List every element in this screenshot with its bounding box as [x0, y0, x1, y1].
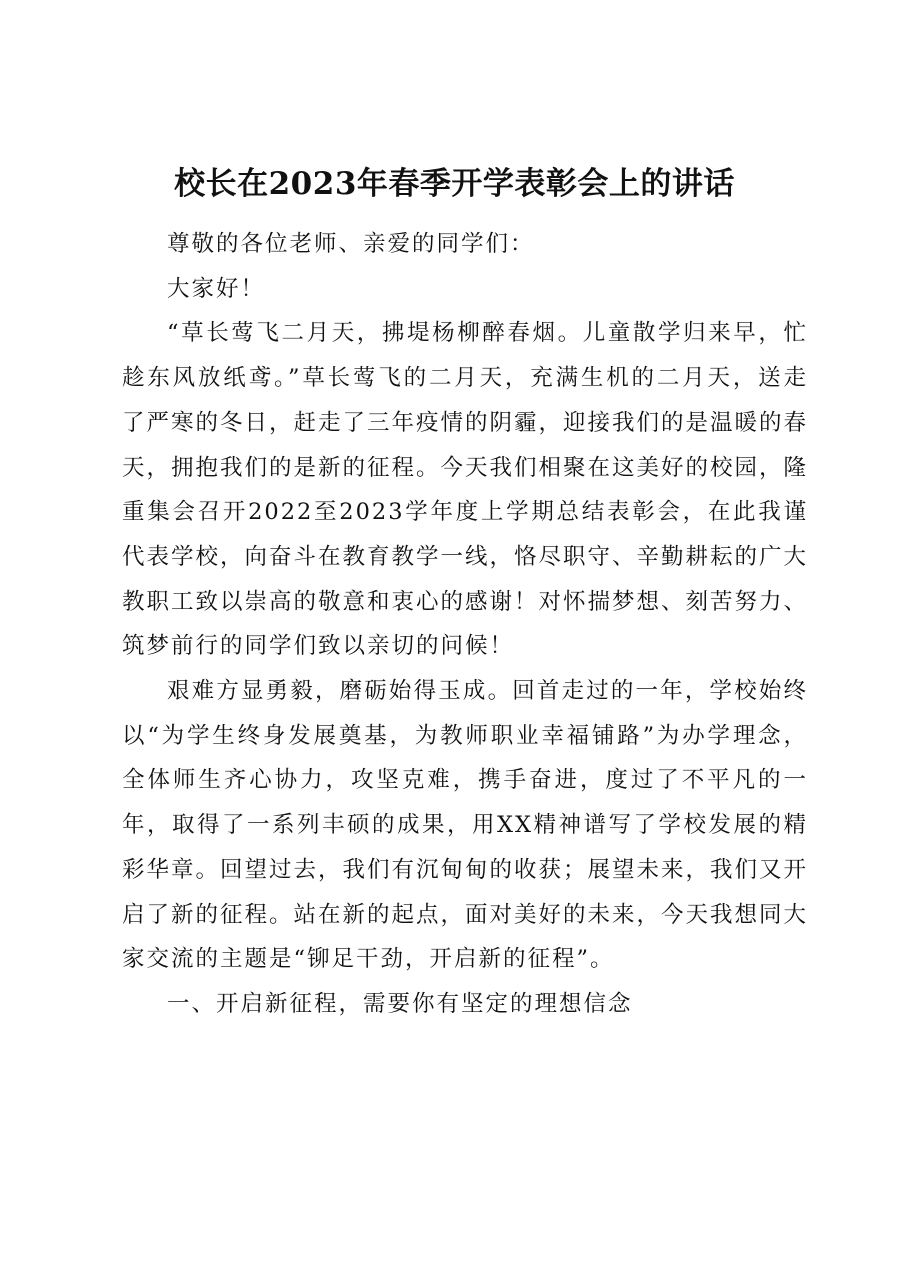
- paragraph-review: 艰难方显勇毅，磨砺始得玉成。回首走过的一年，学校始终以“为学生终身发展奠基，为教师职业幸福铺路”为办学理念，全体师生齐心协力，攻坚克难，携手奋进，度过了不平凡的一年，取得了一系列丰硕的成果，用XX精神谱写了学校发展的精彩华章。回望过去，我们有沉甸甸的收获；展望未来，我们又开启了新的征程。站在新的起点，面对美好的未来，今天我想同大家交流的主题是“铆足干劲，开启新的征程”。: [122, 678, 809, 973]
- document-body: [122, 222, 808, 1027]
- salutation: 尊敬的各位老师、亲爱的同学们：: [167, 231, 535, 257]
- section-heading-1: 一、开启新征程，需要你有坚定的理想信念: [167, 990, 633, 1017]
- paragraph-opening: “草长莺飞二月天，拂堤杨柳醉春烟。儿童散学归来早，忙趁东风放纸鸢。”草长莺飞的二月天，充满生机的二月天，送走了严寒的冬日，赶走了三年疫情的阴霾，迎接我们的是温暖的春天，拥抱我们的是新的征程。今天我们相聚在这美好的校园，隆重集会召开2022至2023学年度上学期总结表彰会，在此我谨代表学校，向奋斗在教育教学一线，恪尽职守、辛勤耕耘的广大教职工致以崇高的敬意和衷心的感谢！对怀揣梦想、刻苦努力、筑梦前行的同学们致以亲切的问候！: [122, 320, 809, 660]
- greeting: 大家好！: [167, 275, 266, 302]
- document-title: 校长在2023年春季开学表彰会上的讲话: [174, 166, 735, 202]
